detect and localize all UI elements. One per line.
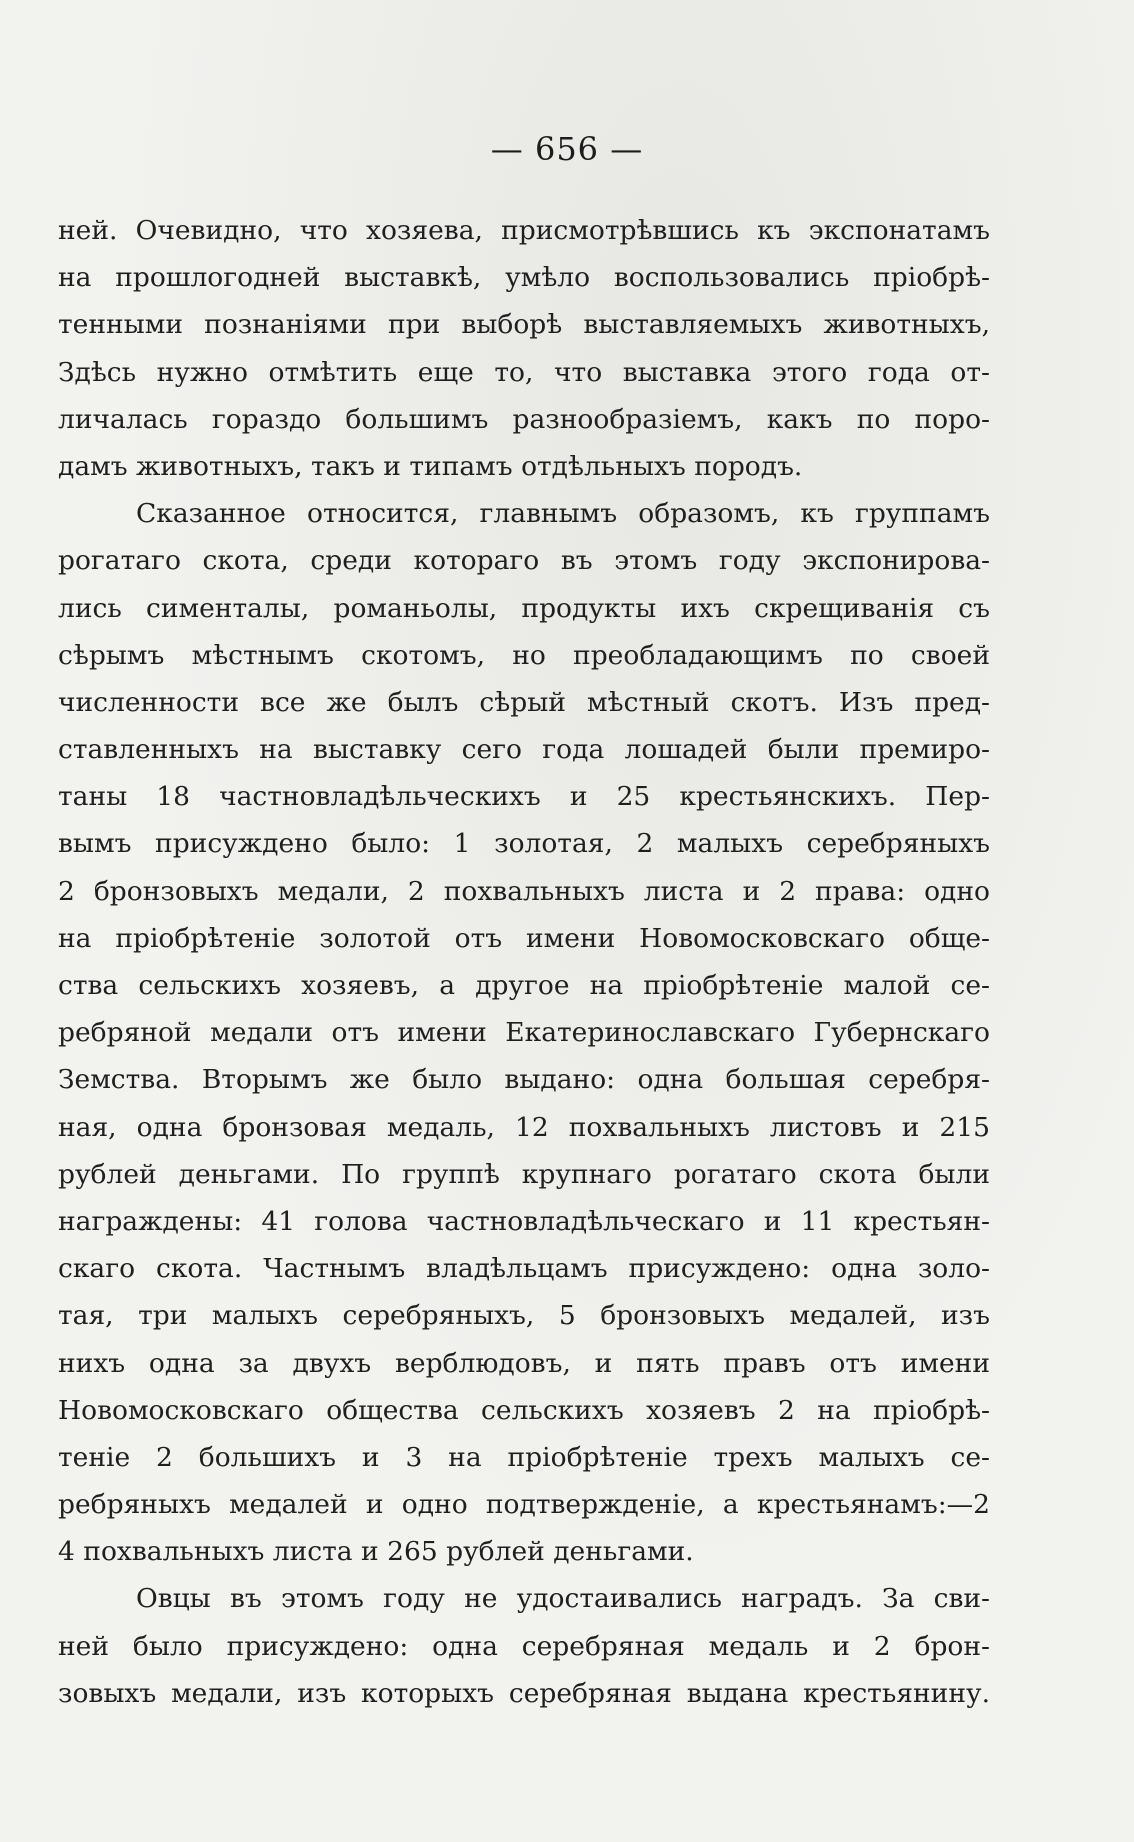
text-line: дамъ животныхъ, такъ и типамъ отдѣльныхъ породъ. (58, 450, 803, 482)
text-line: нихъ одна за двухъ верблюдовъ, и пять правъ отъ имени (58, 1347, 990, 1379)
body-text (58, 207, 990, 1717)
text-line: рублей деньгами. По группѣ крупнаго рогатаго скота были (58, 1158, 990, 1190)
text-line: сѣрымъ мѣстнымъ скотомъ, но преобладающимъ по своей (58, 639, 990, 671)
text-line: Новомосковскаго общества сельскихъ хозяевъ 2 на пріобрѣ- (58, 1394, 990, 1426)
text-line: вымъ присуждено было: 1 золотая, 2 малыхъ серебряныхъ (58, 828, 990, 860)
text-line: на прошлогодней выставкѣ, умѣло воспользовались пріобрѣ- (58, 262, 990, 294)
text-line: скаго скота. Частнымъ владѣльцамъ присуждено: одна золо- (58, 1253, 990, 1285)
text-line: 4 похвальныхъ листа и 265 рублей деньгами. (58, 1536, 694, 1568)
text-line: 2 бронзовыхъ медали, 2 похвальныхъ листа и 2 права: одно (58, 875, 990, 907)
text-line: Здѣсь нужно отмѣтить еще то, что выставка этого года от- (58, 356, 990, 388)
text-line: таны 18 частновладѣльческихъ и 25 крестьянскихъ. Пер- (58, 781, 990, 813)
text-line: численности все же былъ сѣрый мѣстный скотъ. Изъ пред- (58, 686, 990, 718)
text-line: личалась гораздо большимъ разнообразіемъ, какъ по поро- (58, 403, 990, 435)
text-line: тая, три малыхъ серебряныхъ, 5 бронзовыхъ медалей, изъ (58, 1300, 990, 1332)
text-line: ребряныхъ медалей и одно подтвержденіе, а крестьянамъ:—2 (58, 1489, 990, 1521)
page-number: — 656 — (490, 130, 644, 168)
paragraph-start-line: Сказанное относится, главнымъ образомъ, къ группамъ (136, 498, 990, 530)
paragraph-start-line: Овцы въ этомъ году не удостаивались наградъ. За сви- (136, 1583, 990, 1615)
text-line: ная, одна бронзовая медаль, 12 похвальныхъ листовъ и 215 (58, 1111, 990, 1143)
text-line: ставленныхъ на выставку сего года лошадей были премиро- (58, 734, 990, 766)
text-line: ребряной медали отъ имени Екатеринославскаго Губернскаго (58, 1017, 990, 1049)
text-line: на пріобрѣтеніе золотой отъ имени Новомосковскаго обще- (58, 922, 990, 954)
text-line: рогатаго скота, среди котораго въ этомъ году экспонирова- (58, 545, 990, 577)
text-line: ней. Очевидно, что хозяева, присмотрѣвшись къ экспонатамъ (58, 215, 990, 246)
text-line: ства сельскихъ хозяевъ, а другое на пріобрѣтеніе малой се- (58, 970, 990, 1001)
text-line: Земства. Вторымъ же было выдано: одна большая серебря- (58, 1064, 990, 1096)
text-line: тенными познаніями при выборѣ выставляемыхъ животныхъ, (58, 309, 990, 341)
text-line: лись сименталы, романьолы, продукты ихъ скрещиванія съ (58, 592, 990, 624)
text-line: ней было присуждено: одна серебряная медаль и 2 брон- (58, 1630, 990, 1662)
text-line: награждены: 41 голова частновладѣльческаго и 11 крестьян- (58, 1205, 990, 1237)
text-line: зовыхъ медали, изъ которыхъ серебряная выдана крестьянину. (58, 1677, 990, 1709)
text-line: теніе 2 большихъ и 3 на пріобрѣтеніе трехъ малыхъ се- (58, 1441, 990, 1473)
